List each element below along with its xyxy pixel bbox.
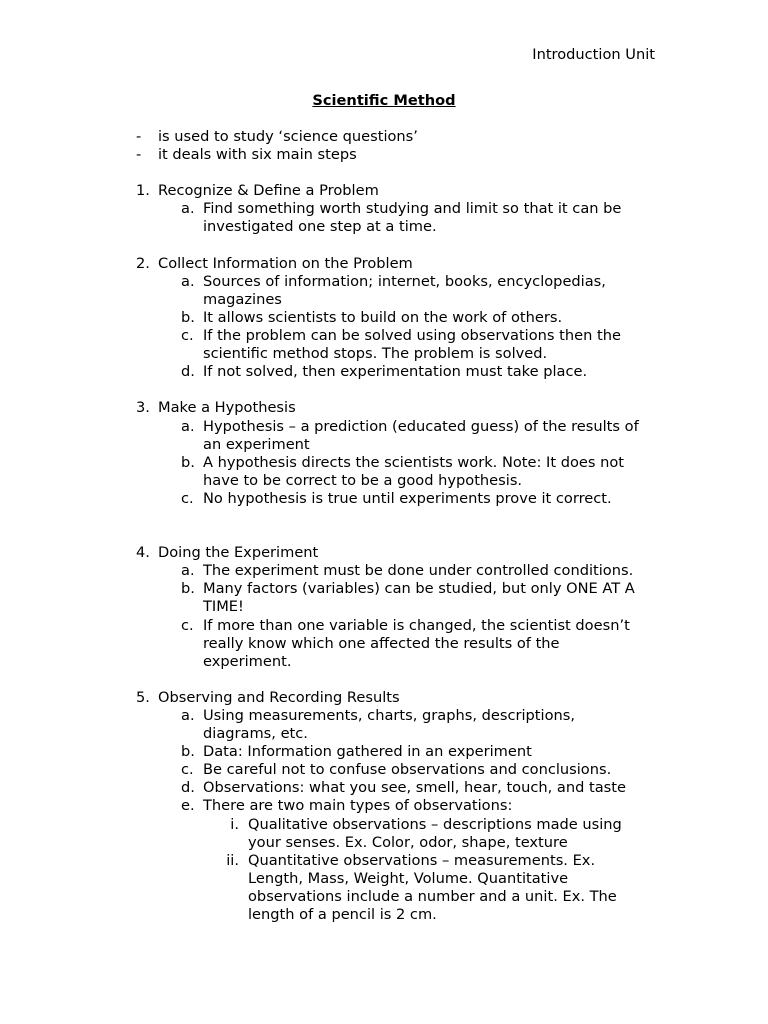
item-marker: c. xyxy=(181,616,194,634)
sub-item xyxy=(136,816,676,852)
item-text-line: Be careful not to confuse observations and conclusions. xyxy=(203,761,612,779)
step-section xyxy=(136,255,676,382)
bullet-text: is used to study ‘science questions’ xyxy=(158,128,418,145)
step-heading xyxy=(136,399,676,417)
step-item xyxy=(136,707,676,743)
sub-item-text-line: Quantitative observations – measurements. Ex. xyxy=(248,851,596,869)
item-text-line: If more than one variable is changed, the scientist doesn’t xyxy=(203,616,630,634)
item-text-line: diagrams, etc. xyxy=(203,725,308,743)
item-marker: a. xyxy=(181,417,195,435)
item-marker: c. xyxy=(181,761,194,779)
unit-header: Introduction Unit xyxy=(532,46,655,63)
sub-item-text-line: your senses. Ex. Color, odor, shape, texture xyxy=(248,833,568,851)
step-item xyxy=(136,617,676,671)
step-heading xyxy=(136,689,676,707)
item-text-line: have to be correct to be a good hypothesis. xyxy=(203,471,523,489)
step-item xyxy=(136,327,676,363)
item-text-line: investigated one step at a time. xyxy=(203,218,437,236)
step-section xyxy=(136,182,676,236)
step-number: 5. xyxy=(136,688,150,706)
bullet-item xyxy=(136,146,676,164)
bullet-marker: - xyxy=(136,146,142,164)
page-title: Scientific Method xyxy=(312,92,456,109)
step-item xyxy=(136,363,676,381)
step-item xyxy=(136,743,676,761)
item-text-line: If not solved, then experimentation must take place. xyxy=(203,363,588,381)
bullet-text: it deals with six main steps xyxy=(158,146,357,164)
item-text-line: A hypothesis directs the scientists work. Note: It does not xyxy=(203,453,625,471)
item-text-line: Find something worth studying and limit so that it can be xyxy=(203,200,622,218)
step-number: 3. xyxy=(136,399,150,417)
sub-item-text-line: Qualitative observations – descriptions made using xyxy=(248,815,622,833)
steps-list xyxy=(136,182,676,924)
step-heading xyxy=(136,544,676,562)
item-marker: e. xyxy=(181,797,195,815)
bullet-item xyxy=(136,128,676,146)
step-item xyxy=(136,562,676,580)
step-section xyxy=(136,544,676,671)
step-number: 1. xyxy=(136,182,150,200)
item-marker: c. xyxy=(181,489,194,507)
sub-item-marker: ii. xyxy=(226,851,239,869)
step-item xyxy=(136,580,676,616)
sub-item-text-line: observations include a number and a unit. Ex. The xyxy=(248,887,617,905)
sub-item xyxy=(136,852,676,924)
item-marker: c. xyxy=(181,327,194,345)
item-marker: d. xyxy=(181,363,195,381)
step-number: 2. xyxy=(136,254,150,272)
item-marker: d. xyxy=(181,779,195,797)
step-item xyxy=(136,761,676,779)
item-text-line: experiment. xyxy=(203,652,292,670)
item-text-line: There are two main types of observations: xyxy=(203,797,513,815)
item-marker: b. xyxy=(181,743,195,761)
item-marker: a. xyxy=(181,707,195,724)
item-text-line: Using measurements, charts, graphs, descriptions, xyxy=(203,707,575,724)
item-marker: b. xyxy=(181,453,195,471)
step-title: Collect Information on the Problem xyxy=(158,254,413,272)
item-text-line: Data: Information gathered in an experiment xyxy=(203,743,532,761)
item-text-line: If the problem can be solved using observations then the xyxy=(203,327,621,345)
step-section xyxy=(136,399,676,508)
item-marker: b. xyxy=(181,308,195,326)
step-item xyxy=(136,200,676,236)
bullet-marker: - xyxy=(136,128,142,145)
item-text-line: Hypothesis – a prediction (educated guess) of the results of xyxy=(203,417,639,435)
item-marker: b. xyxy=(181,580,195,598)
document-body xyxy=(136,128,676,942)
sub-item-marker: i. xyxy=(230,815,239,833)
step-item xyxy=(136,273,676,309)
item-text-line: scientific method stops. The problem is solved. xyxy=(203,345,548,363)
step-item xyxy=(136,418,676,454)
step-item xyxy=(136,309,676,327)
intro-bullets xyxy=(136,128,676,164)
item-marker: a. xyxy=(181,272,195,290)
step-item xyxy=(136,454,676,490)
item-text-line: No hypothesis is true until experiments prove it correct. xyxy=(203,489,612,507)
step-title: Make a Hypothesis xyxy=(158,399,296,417)
step-title: Observing and Recording Results xyxy=(158,688,400,706)
item-text-line: really know which one affected the results of the xyxy=(203,634,560,652)
sub-item-text-line: Length, Mass, Weight, Volume. Quantitative xyxy=(248,869,569,887)
item-text-line: TIME! xyxy=(203,598,244,616)
item-text-line: Many factors (variables) can be studied, but only ONE AT A xyxy=(203,580,635,598)
step-heading xyxy=(136,182,676,200)
step-number: 4. xyxy=(136,544,150,562)
step-title: Recognize & Define a Problem xyxy=(158,182,379,200)
item-marker: a. xyxy=(181,200,195,218)
item-text-line: Observations: what you see, smell, hear, touch, and taste xyxy=(203,779,626,797)
step-item xyxy=(136,779,676,797)
step-item xyxy=(136,797,676,815)
sub-item-text-line: length of a pencil is 2 cm. xyxy=(248,906,437,924)
item-text-line: It allows scientists to build on the work of others. xyxy=(203,308,563,326)
item-text-line: The experiment must be done under controlled conditions. xyxy=(203,562,634,580)
item-marker: a. xyxy=(181,562,195,580)
step-item xyxy=(136,490,676,508)
step-title: Doing the Experiment xyxy=(158,544,319,562)
step-heading xyxy=(136,255,676,273)
item-text-line: Sources of information; internet, books, encyclopedias, xyxy=(203,272,606,290)
item-text-line: an experiment xyxy=(203,435,310,453)
item-text-line: magazines xyxy=(203,290,282,308)
step-section xyxy=(136,689,676,924)
